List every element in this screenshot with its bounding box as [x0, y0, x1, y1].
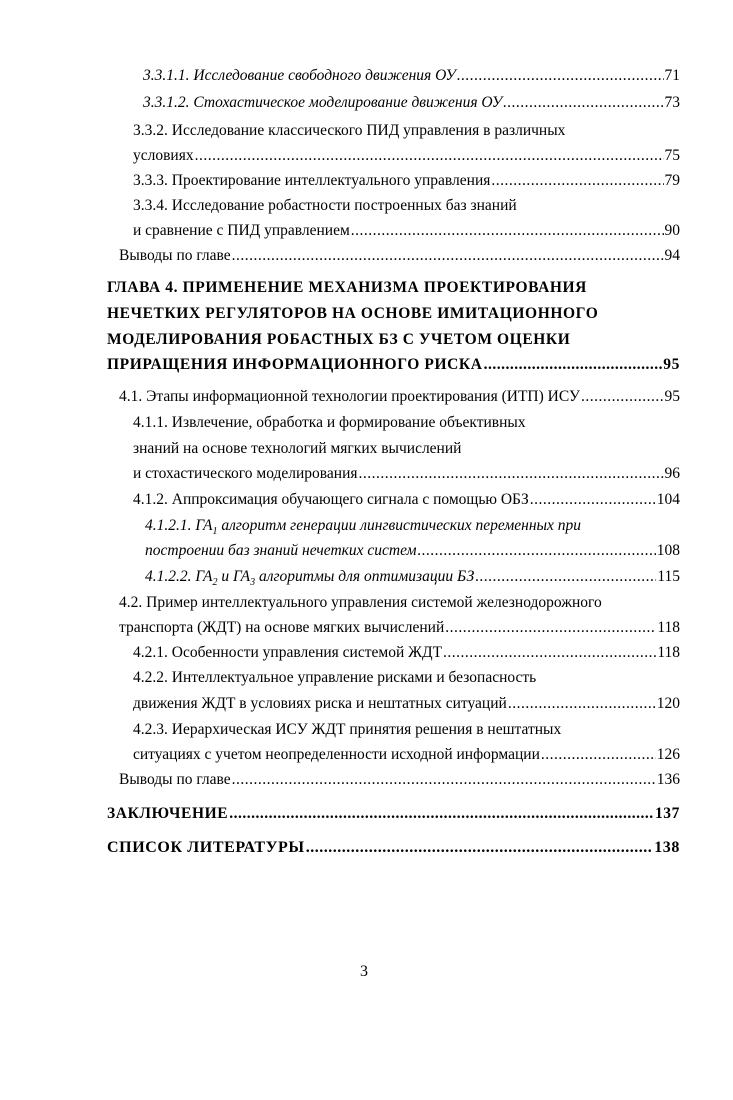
toc-entry-4-2-line1[interactable]: 4.2. Пример интеллектуального управления системой железнодорожного	[119, 594, 602, 611]
leader-dots	[475, 567, 656, 587]
toc-page-number: 94	[664, 247, 680, 264]
toc-page-number: 96	[664, 465, 680, 482]
leader-dots	[195, 146, 664, 166]
toc-page-number: 73	[664, 94, 680, 111]
toc-entry-4-2-1[interactable]	[133, 643, 680, 663]
toc-entry-title: ЗАКЛЮЧЕНИЕ	[107, 805, 229, 822]
toc-entry-conclusions-ch4[interactable]	[119, 770, 680, 790]
leader-dots	[443, 643, 656, 663]
toc-entry-title: Выводы по главе	[119, 247, 231, 264]
chapter-4-heading-line3[interactable]: МОДЕЛИРОВАНИЯ РОБАСТНЫХ БЗ С УЧЕТОМ ОЦЕНКИ	[107, 331, 571, 348]
leader-dots	[445, 618, 656, 638]
toc-entry-chapter-4[interactable]	[107, 355, 680, 375]
toc-page-number: 71	[664, 67, 680, 84]
toc-page-number: 90	[664, 222, 680, 239]
toc-entry-title: ПРИРАЩЕНИЯ ИНФОРМАЦИОННОГО РИСКА	[107, 356, 483, 373]
leader-dots	[232, 246, 664, 266]
leader-dots	[351, 221, 664, 241]
chapter-4-heading-line2[interactable]: НЕЧЕТКИХ РЕГУЛЯТОРОВ НА ОСНОВЕ ИМИТАЦИОННОГО	[107, 305, 599, 322]
toc-entry-title: построении баз знаний нечетких систем	[145, 542, 417, 559]
toc-entry-4-1-2-1-line1[interactable]	[145, 516, 581, 542]
leader-dots	[418, 541, 656, 561]
text-part: 4.1.2.2. ГА	[145, 568, 213, 585]
toc-entry-title: транспорта (ЖДТ) на основе мягких вычислений	[119, 619, 445, 636]
toc-entry-3-3-2[interactable]	[133, 146, 680, 166]
toc-page-number: 79	[664, 172, 680, 189]
leader-dots	[457, 66, 664, 86]
toc-entry-4-1-1-line1[interactable]: 4.1.1. Извлечение, обработка и формирование объективных	[133, 414, 526, 431]
leader-dots	[581, 387, 664, 407]
toc-entry-title: и сравнение с ПИД управлением	[133, 222, 350, 239]
subscript: 3	[250, 577, 256, 589]
toc-page-number: 120	[656, 695, 680, 712]
text-part: алгоритмы для оптимизации БЗ	[255, 568, 475, 585]
leader-dots	[491, 171, 663, 191]
toc-entry-4-2-3-line1[interactable]: 4.2.3. Иерархическая ИСУ ЖДТ принятия решения в нештатных	[133, 721, 562, 738]
leader-dots	[508, 694, 656, 714]
subscript: 2	[212, 577, 218, 589]
toc-entry-title: движения ЖДТ в условиях риска и нештатных ситуаций	[133, 695, 507, 712]
toc-page-number: 115	[657, 568, 680, 585]
toc-entry-4-1-2-1[interactable]	[145, 541, 680, 561]
toc-entry-4-2-2[interactable]	[133, 694, 680, 714]
toc-page-number: 95	[664, 388, 680, 405]
toc-entry-3-3-1-2[interactable]	[143, 93, 680, 113]
leader-dots	[530, 490, 656, 510]
text-part: алгоритм генерации лингвистических переменных при	[217, 517, 582, 534]
toc-entry-3-3-2-line1[interactable]: 3.3.2. Исследование классического ПИД управления в различных	[133, 122, 566, 139]
toc-entry-3-3-1-1[interactable]	[143, 66, 680, 86]
toc-entry-title: ситуациях с учетом неопределенности исходной информации	[133, 746, 540, 763]
toc-page-number: 136	[656, 771, 680, 788]
toc-entry-3-3-4-line1[interactable]: 3.3.4. Исследование робастности построенных баз знаний	[133, 197, 517, 214]
toc-entry-title: Выводы по главе	[119, 771, 231, 788]
toc-entry-title: 4.2.1. Особенности управления системой ЖДТ	[133, 644, 443, 661]
toc-entry-title: 4.1.2. Аппроксимация обучающего сигнала с помощью ОБЗ	[133, 491, 529, 508]
chapter-4-heading-line1[interactable]: ГЛАВА 4. ПРИМЕНЕНИЕ МЕХАНИЗМА ПРОЕКТИРОВАНИЯ	[107, 279, 587, 296]
toc-page-number: 108	[656, 542, 680, 559]
toc-page-number: 126	[656, 746, 680, 763]
toc-page-number: 95	[663, 356, 680, 373]
toc-entry-title: 3.3.1.2. Стохастическое моделирование движения ОУ	[143, 94, 503, 111]
toc-entry-title: условиях	[133, 147, 194, 164]
toc-entry-4-1[interactable]	[119, 387, 680, 407]
leader-dots	[541, 745, 656, 765]
toc-entry-3-3-3[interactable]	[133, 171, 680, 191]
toc-entry-title: 3.3.3. Проектирование интеллектуального управления	[133, 172, 491, 189]
leader-dots	[229, 804, 654, 824]
toc-entry-4-1-1[interactable]	[133, 464, 680, 484]
leader-dots	[484, 355, 663, 375]
leader-dots	[359, 464, 664, 484]
toc-entry-references[interactable]	[107, 838, 680, 858]
toc-entry-3-3-4[interactable]	[133, 221, 680, 241]
toc-page-number: 137	[654, 805, 680, 822]
toc-page-number: 118	[657, 619, 680, 636]
toc-entry-title: и стохастического моделирования	[133, 465, 358, 482]
toc-entry-4-1-1-line2[interactable]: знаний на основе технологий мягких вычислений	[133, 440, 462, 457]
toc-entry-title: СПИСОК ЛИТЕРАТУРЫ	[107, 839, 305, 856]
page-number: 3	[360, 963, 368, 980]
toc-entry-4-1-2-2[interactable]	[145, 567, 680, 593]
toc-entry-4-2-2-line1[interactable]: 4.2.2. Интеллектуальное управление рисками и безопасность	[133, 669, 537, 686]
toc-page-number: 104	[656, 491, 680, 508]
toc-entry-conclusion[interactable]	[107, 804, 680, 824]
text-part: 4.1.2.1. ГА	[145, 517, 213, 534]
leader-dots	[232, 770, 656, 790]
toc-page-number: 75	[664, 147, 680, 164]
toc-entry-4-2-3[interactable]	[133, 745, 680, 765]
toc-entry-4-2[interactable]	[119, 618, 680, 638]
text-part: и ГА	[217, 568, 251, 585]
toc-entry-4-1-2[interactable]	[133, 490, 680, 510]
toc-entry-title	[145, 567, 474, 593]
leader-dots	[503, 93, 663, 113]
toc-entry-title: 4.1. Этапы информационной технологии проектирования (ИТП) ИСУ	[119, 388, 580, 405]
toc-page-number: 138	[654, 839, 680, 856]
subscript: 1	[212, 526, 218, 538]
leader-dots	[306, 838, 653, 858]
toc-page-number: 118	[657, 644, 680, 661]
toc-entry-title: 3.3.1.1. Исследование свободного движения ОУ	[143, 67, 456, 84]
toc-entry-conclusions-ch3[interactable]	[119, 246, 680, 266]
